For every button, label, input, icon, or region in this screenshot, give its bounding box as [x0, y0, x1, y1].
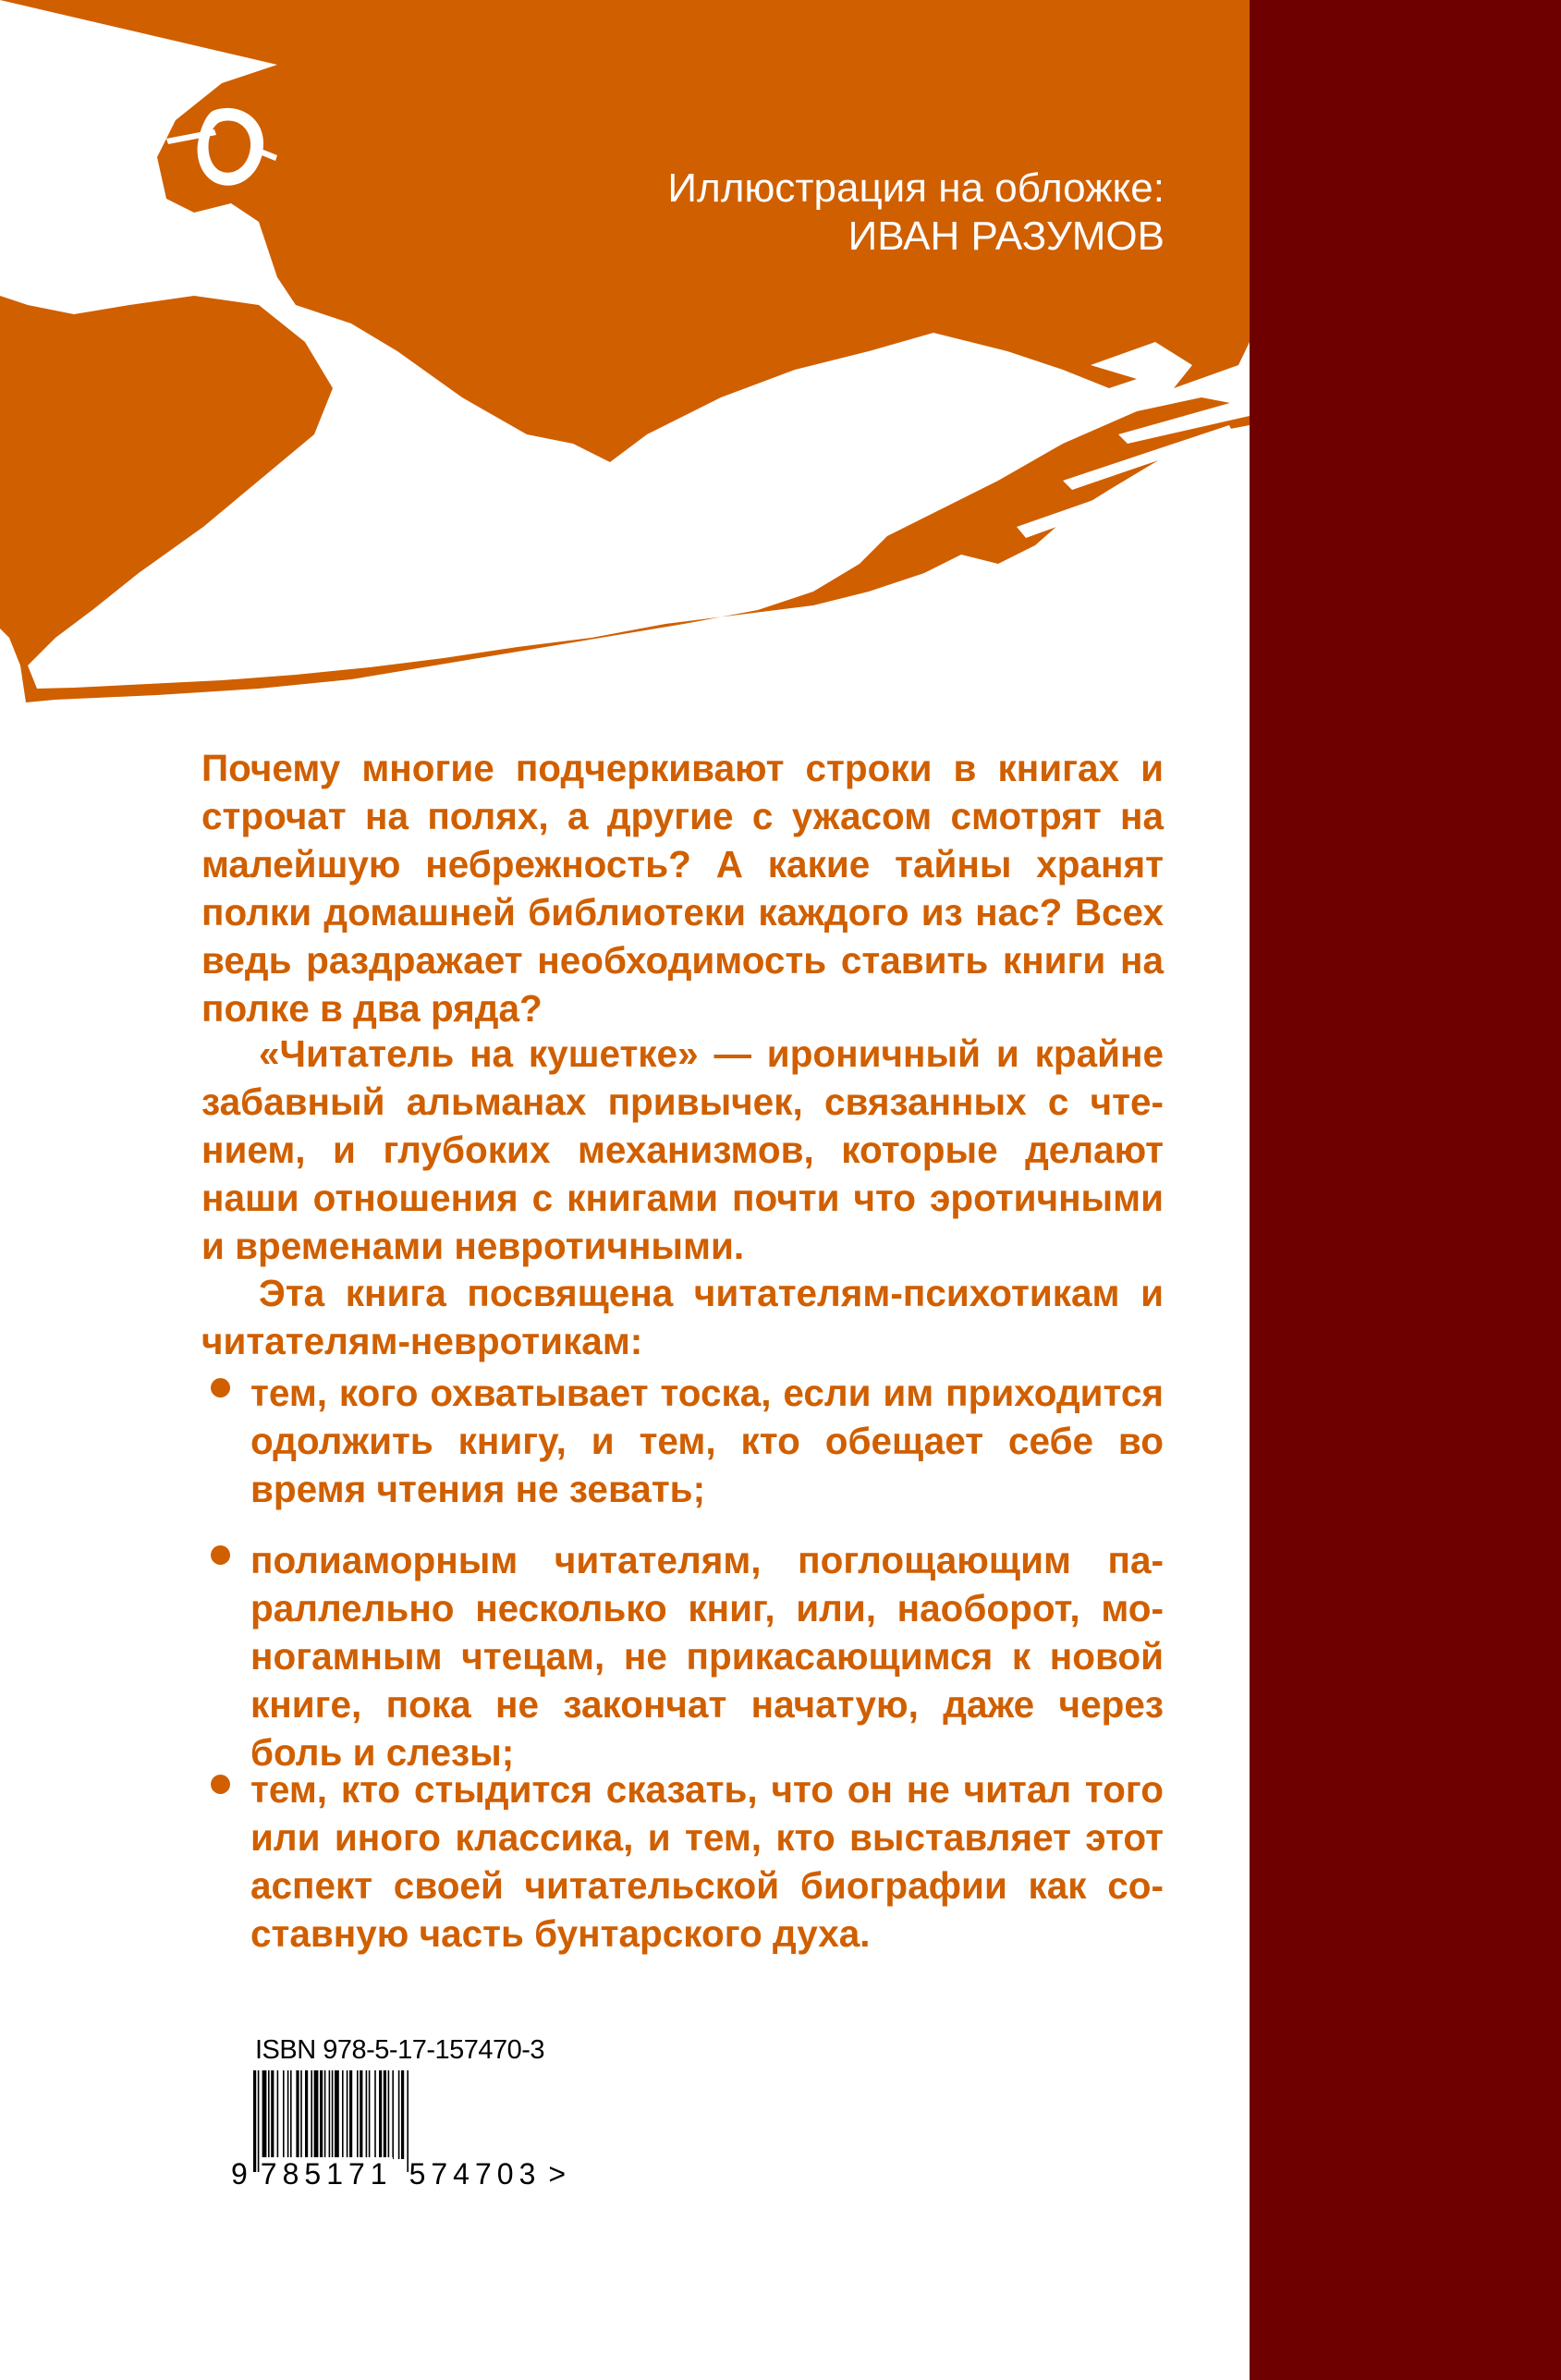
barcode-bar	[366, 2070, 368, 2159]
barcode-bar	[305, 2070, 308, 2159]
list-item-text: полиаморным читателям, поглощающим параллельно несколько книг, или, наоборот, моногамным чтецам, не прикасающимся к новой книге, пока не закончат начатую, даже через боль и слезы;	[250, 1539, 1164, 1774]
intro-text: Почему многие подчеркивают строки в книгах и строчат на полях, а другие с ужасом смотрят на малейшую небрежность? А какие тайны хранят полки домашней библиотеки каждого из нас? Всех ведь раздражает необходимость ставить книги на полке в два ряда?	[201, 747, 1164, 1030]
barcode-bar	[347, 2070, 348, 2159]
barcode-digits	[231, 2157, 566, 2191]
barcode-digit-tail: >	[548, 2157, 567, 2191]
barcode-bar	[374, 2070, 376, 2159]
barcode-bar	[311, 2070, 312, 2159]
list-item	[201, 1536, 1164, 1776]
description-paragraph	[201, 1030, 1164, 1270]
isbn-label: ISBN 978-5-17-157470-3	[255, 2035, 545, 2065]
list-item-text: тем, кого охватывает тоска, если им приходится одолжить книгу, и тем, кто обещает себе во время чтения не зевать;	[250, 1372, 1164, 1510]
barcode-bar	[268, 2070, 270, 2159]
bullet-icon	[211, 1378, 230, 1397]
list-item	[201, 1765, 1164, 1958]
barcode-bar	[287, 2070, 289, 2159]
description-text: «Читатель на кушетке» — ироничный и крайне забавный альманах привычек, связанных с чтением, и глубоких механизмов, которые делают наши отношения с книгами почти что эротичными и временами невротичными.	[201, 1032, 1164, 1267]
barcode-bar	[335, 2070, 339, 2159]
barcode-bar	[296, 2070, 299, 2159]
barcode-bar	[357, 2070, 359, 2159]
barcode-digit-lead: 9	[231, 2157, 248, 2191]
barcode-bar	[290, 2070, 292, 2159]
barcode-bar	[314, 2070, 319, 2159]
cover-illustration	[0, 0, 1250, 702]
dedication-text: Эта книга посвящена читателям-психотикам и читателям-невротикам:	[201, 1272, 1164, 1362]
barcode-bar	[384, 2070, 386, 2159]
barcode-bar	[320, 2070, 323, 2159]
barcode-bar	[379, 2070, 382, 2159]
barcode-bar	[388, 2070, 390, 2159]
barcode-bar	[369, 2070, 371, 2159]
barcode-bar	[398, 2070, 400, 2159]
illustration-credit	[647, 165, 1165, 261]
bullet-icon	[211, 1545, 230, 1565]
barcode-bar	[401, 2070, 404, 2159]
barcode-bar	[324, 2070, 326, 2159]
bullet-icon	[211, 1775, 230, 1794]
credit-label: Иллюстрация на обложке:	[667, 165, 1165, 211]
intro-paragraph	[201, 744, 1164, 1032]
barcode-bar	[277, 2070, 279, 2159]
barcode-bar	[271, 2070, 274, 2159]
barcode-bar	[349, 2070, 352, 2159]
list-item	[201, 1369, 1164, 1513]
barcode-bar	[332, 2070, 334, 2159]
barcode-digits-right: 574703	[409, 2157, 542, 2191]
barcode-bar	[300, 2070, 302, 2159]
barcode-bar	[360, 2070, 362, 2159]
book-spine	[1250, 0, 1561, 2380]
barcode-bar	[283, 2070, 285, 2159]
barcode-bar	[262, 2070, 267, 2159]
credit-artist: ИВАН РАЗУМОВ	[848, 214, 1165, 259]
barcode-digits-left: 785171	[260, 2157, 393, 2191]
list-item-text: тем, кто стыдится сказать, что он не читал того или иного классика, и тем, кто выставляет этот аспект своей читательской биографии как составную часть бунтарского духа.	[250, 1768, 1164, 1955]
dedication-paragraph	[201, 1269, 1164, 1365]
barcode-bar	[392, 2070, 394, 2159]
reading-person-silhouette-icon	[0, 0, 1250, 702]
barcode-bar	[342, 2070, 344, 2159]
